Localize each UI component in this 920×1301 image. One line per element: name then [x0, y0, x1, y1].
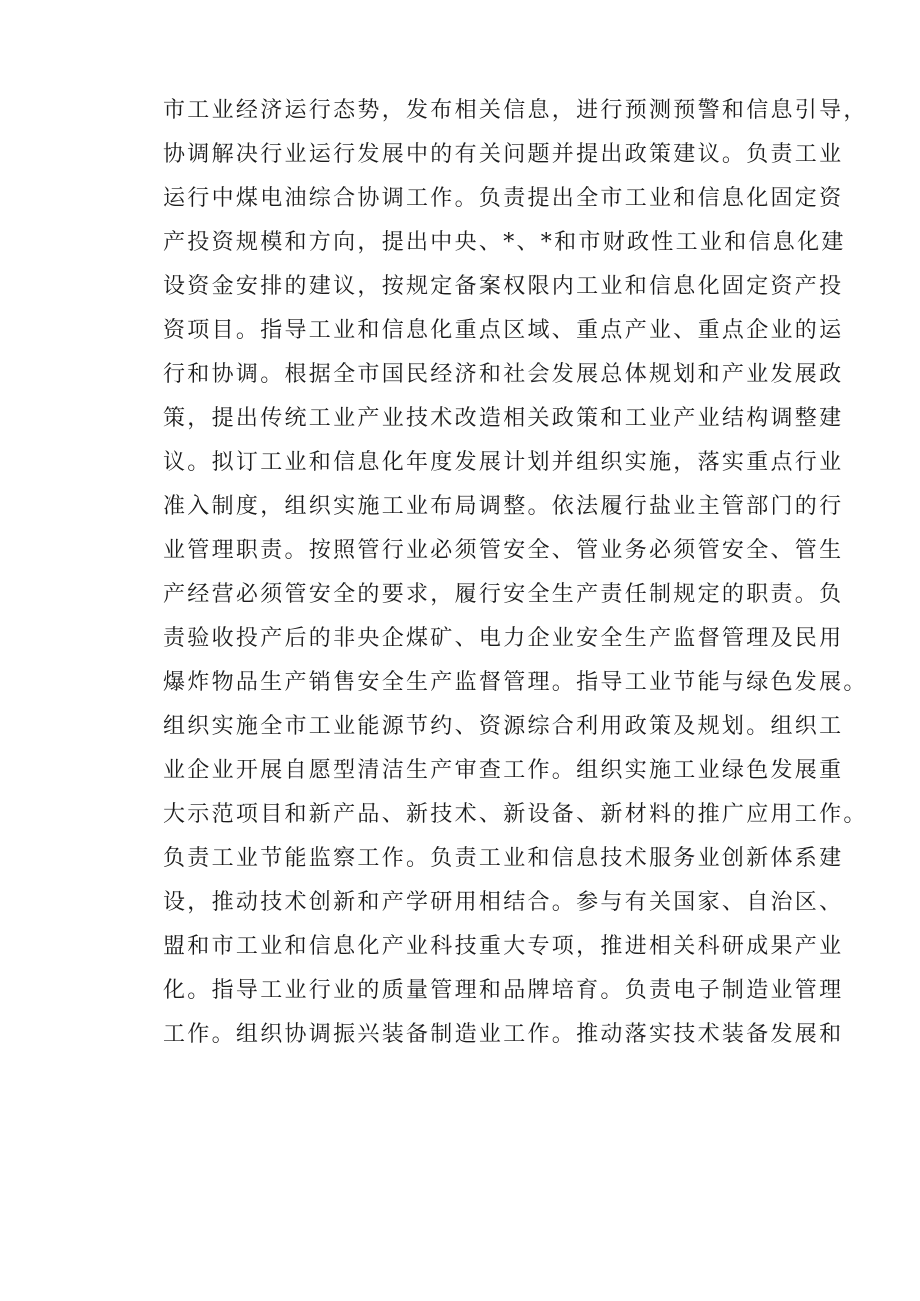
- text-line: 策，提出传统工业产业技术改造相关政策和工业产业结构调整建: [163, 406, 844, 431]
- text-line: 设资金安排的建议，按规定备案权限内工业和信息化固定资产投: [163, 274, 844, 299]
- text-line: 盟和市工业和信息化产业科技重大专项，推进相关科研成果产业: [163, 934, 844, 959]
- text-line: 产经营必须管安全的要求，履行安全生产责任制规定的职责。负: [163, 582, 844, 607]
- text-line: 责验收投产后的非央企煤矿、电力企业安全生产监督管理及民用: [163, 626, 844, 651]
- text-line: 准入制度，组织实施工业布局调整。依法履行盐业主管部门的行: [163, 494, 844, 519]
- text-line: 业管理职责。按照管行业必须管安全、管业务必须管安全、管生: [163, 538, 844, 563]
- text-line: 组织实施全市工业能源节约、资源综合利用政策及规划。组织工: [163, 714, 844, 739]
- text-line: 业企业开展自愿型清洁生产审查工作。组织实施工业绿色发展重: [163, 758, 844, 783]
- text-line: 运行中煤电油综合协调工作。负责提出全市工业和信息化固定资: [163, 186, 844, 211]
- text-line: 化。指导工业行业的质量管理和品牌培育。负责电子制造业管理: [163, 978, 844, 1003]
- text-line: 负责工业节能监察工作。负责工业和信息技术服务业创新体系建: [163, 846, 844, 871]
- text-line: 爆炸物品生产销售安全生产监督管理。指导工业节能与绿色发展。: [163, 670, 868, 695]
- text-line: 行和协调。根据全市国民经济和社会发展总体规划和产业发展政: [163, 362, 844, 387]
- text-line: 资项目。指导工业和信息化重点区域、重点产业、重点企业的运: [163, 318, 844, 343]
- text-line: 设，推动技术创新和产学研用相结合。参与有关国家、自治区、: [163, 890, 844, 915]
- text-line: 议。拟订工业和信息化年度发展计划并组织实施，落实重点行业: [163, 450, 844, 475]
- text-line: 大示范项目和新产品、新技术、新设备、新材料的推广应用工作。: [163, 802, 868, 827]
- text-line: 产投资规模和方向，提出中央、*、*和市财政性工业和信息化建: [163, 230, 846, 255]
- text-line: 市工业经济运行态势，发布相关信息，进行预测预警和信息引导，: [163, 98, 868, 123]
- text-line: 协调解决行业运行发展中的有关问题并提出政策建议。负责工业: [163, 142, 844, 167]
- text-line: 工作。组织协调振兴装备制造业工作。推动落实技术装备发展和: [163, 1022, 844, 1047]
